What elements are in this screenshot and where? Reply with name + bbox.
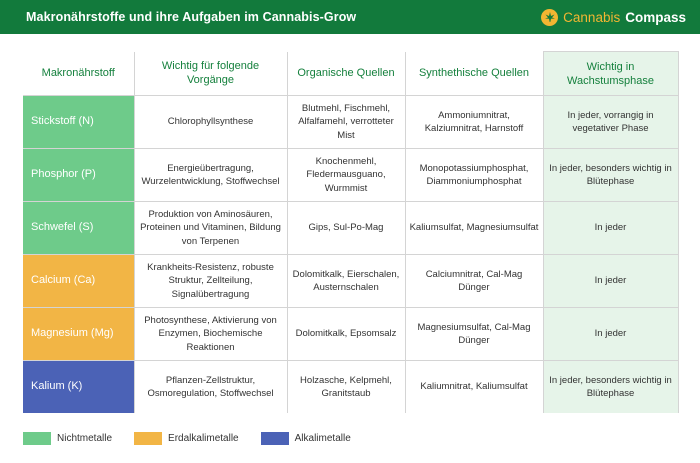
growth-phase-cell: In jeder, vorrangig in vegetativer Phase	[543, 96, 678, 149]
organic-sources-cell: Knochenmehl, Fledermausguano, Wurmmist	[287, 149, 405, 202]
processes-cell: Chlorophyllsynthese	[134, 96, 287, 149]
legend-label: Nichtmetalle	[57, 433, 113, 444]
table-row	[23, 255, 678, 308]
organic-sources-cell: Dolomitkalk, Epsomsalz	[287, 308, 405, 361]
organic-sources-cell: Dolomitkalk, Eierschalen, Austernschalen	[287, 255, 405, 308]
synthetic-sources-cell: Kaliumsulfat, Magnesiumsulfat	[405, 202, 543, 255]
nutrient-name-cell: Calcium (Ca)	[23, 255, 134, 308]
header-bar	[0, 0, 700, 34]
brand-name-part2: Compass	[625, 9, 686, 25]
legend-swatch	[261, 432, 289, 445]
header-growth-phase: Wichtig in Wachstumsphase	[543, 52, 678, 96]
nutrient-table	[23, 51, 679, 413]
legend-item	[261, 432, 351, 445]
synthetic-sources-cell: Calciumnitrat, Cal-Mag Dünger	[405, 255, 543, 308]
nutrient-name-cell: Schwefel (S)	[23, 202, 134, 255]
page-title: Makronährstoffe und ihre Aufgaben im Cannabis-Grow	[26, 10, 357, 24]
table-body	[23, 96, 678, 414]
organic-sources-cell: Blutmehl, Fischmehl, Alfalfamehl, verrotteter Mist	[287, 96, 405, 149]
processes-cell: Photosynthese, Aktivierung von Enzymen, Biochemische Reaktionen	[134, 308, 287, 361]
legend-label: Erdalkalimetalle	[168, 433, 239, 444]
growth-phase-cell: In jeder, besonders wichtig in Blütephase	[543, 361, 678, 414]
growth-phase-cell: In jeder	[543, 202, 678, 255]
header-processes: Wichtig für folgende Vorgänge	[134, 52, 287, 96]
processes-cell: Energieübertragung, Wurzelentwicklung, Stoffwechsel	[134, 149, 287, 202]
synthetic-sources-cell: Magnesiumsulfat, Cal-Mag Dünger	[405, 308, 543, 361]
nutrient-name-cell: Stickstoff (N)	[23, 96, 134, 149]
nutrient-name-cell: Kalium (K)	[23, 361, 134, 414]
table-row	[23, 308, 678, 361]
header-synthetic-sources: Synthethische Quellen	[405, 52, 543, 96]
processes-cell: Krankheits-Resistenz, robuste Struktur, Zellteilung, Signalübertragung	[134, 255, 287, 308]
processes-cell: Produktion von Aminosäuren, Proteinen und Vitaminen, Bildung von Terpenen	[134, 202, 287, 255]
brand-logo[interactable]	[541, 9, 686, 26]
growth-phase-cell: In jeder, besonders wichtig in Blütephase	[543, 149, 678, 202]
header-organic-sources: Organische Quellen	[287, 52, 405, 96]
nutrient-table-wrapper	[23, 51, 678, 413]
table-row	[23, 149, 678, 202]
legend-swatch	[23, 432, 51, 445]
legend-item	[23, 432, 112, 445]
growth-phase-cell: In jeder	[543, 255, 678, 308]
table-row	[23, 202, 678, 255]
processes-cell: Pflanzen-Zellstruktur, Osmoregulation, Stoffwechsel	[134, 361, 287, 414]
synthetic-sources-cell: Ammoniumnitrat, Kalziumnitrat, Harnstoff	[405, 96, 543, 149]
organic-sources-cell: Gips, Sul-Po-Mag	[287, 202, 405, 255]
synthetic-sources-cell: Monopotassiumphosphat, Diammoniumphosphat	[405, 149, 543, 202]
cannabis-leaf-icon	[541, 9, 558, 26]
header-nutrient: Makronährstoff	[23, 52, 134, 96]
legend-label: Alkalimetalle	[294, 433, 351, 444]
growth-phase-cell: In jeder	[543, 308, 678, 361]
brand-name-part1: Cannabis	[563, 9, 621, 25]
nutrient-name-cell: Phosphor (P)	[23, 149, 134, 202]
legend	[23, 432, 373, 445]
legend-item	[134, 432, 239, 445]
table-row	[23, 361, 678, 414]
table-header-row	[23, 52, 678, 96]
organic-sources-cell: Holzasche, Kelpmehl, Granitstaub	[287, 361, 405, 414]
nutrient-name-cell: Magnesium (Mg)	[23, 308, 134, 361]
legend-swatch	[134, 432, 162, 445]
synthetic-sources-cell: Kaliumnitrat, Kaliumsulfat	[405, 361, 543, 414]
table-row	[23, 96, 678, 149]
